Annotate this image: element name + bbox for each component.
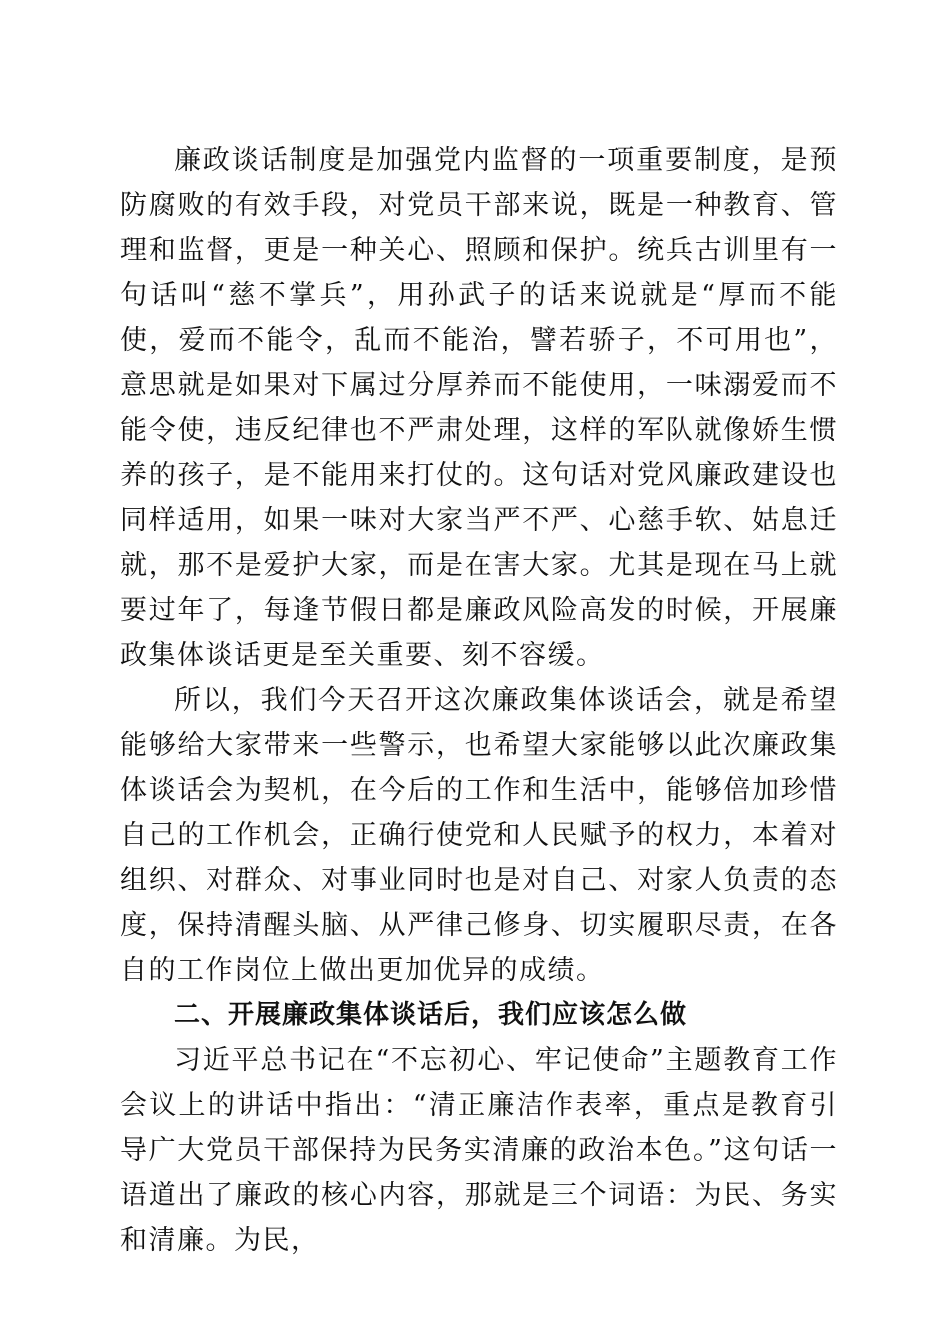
paragraph-2: 所以，我们今天召开这次廉政集体谈话会，就是希望能够给大家带来一些警示，也希望大家能够以此次廉政集体谈话会为契机，在今后的工作和生活中，能够倍加珍惜自己的工作机会，正确行使党和人民赋予的权力，本着对组织、对群众、对事业同时也是对自己、对家人负责的态度，保持清醒头脑、从严律己修身、切实履职尽责，在各自的工作岗位上做出更加优异的成绩。 (120, 685, 838, 986)
paragraph-3: 习近平总书记在“不忘初心、牢记使命”主题教育工作会议上的讲话中指出：“清正廉洁作表率，重点是教育引导广大党员干部保持为民务实清廉的政治本色。”这句话一语道出了廉政的核心内容，那就是三个词语：为民、务实和清廉。为民， (120, 1045, 838, 1256)
document-body (120, 138, 838, 1263)
paragraph-1: 廉政谈话制度是加强党内监督的一项重要制度，是预防腐败的有效手段，对党员干部来说，既是一种教育、管理和监督，更是一种关心、照顾和保护。统兵古训里有一句话叫“慈不掌兵”，用孙武子的话来说就是“厚而不能使，爱而不能令，乱而不能治，譬若骄子，不可用也”，意思就是如果对下属过分厚养而不能使用，一味溺爱而不能令使，违反纪律也不严肃处理，这样的军队就像娇生惯养的孩子，是不能用来打仗的。这句话对党风廉政建设也同样适用，如果一味对大家当严不严、心慈手软、姑息迁就，那不是爱护大家，而是在害大家。尤其是现在马上就要过年了，每逢节假日都是廉政风险高发的时候，开展廉政集体谈话更是至关重要、刻不容缓。 (120, 145, 838, 671)
section-heading: 二、开展廉政集体谈话后，我们应该怎么做 (174, 1000, 688, 1030)
